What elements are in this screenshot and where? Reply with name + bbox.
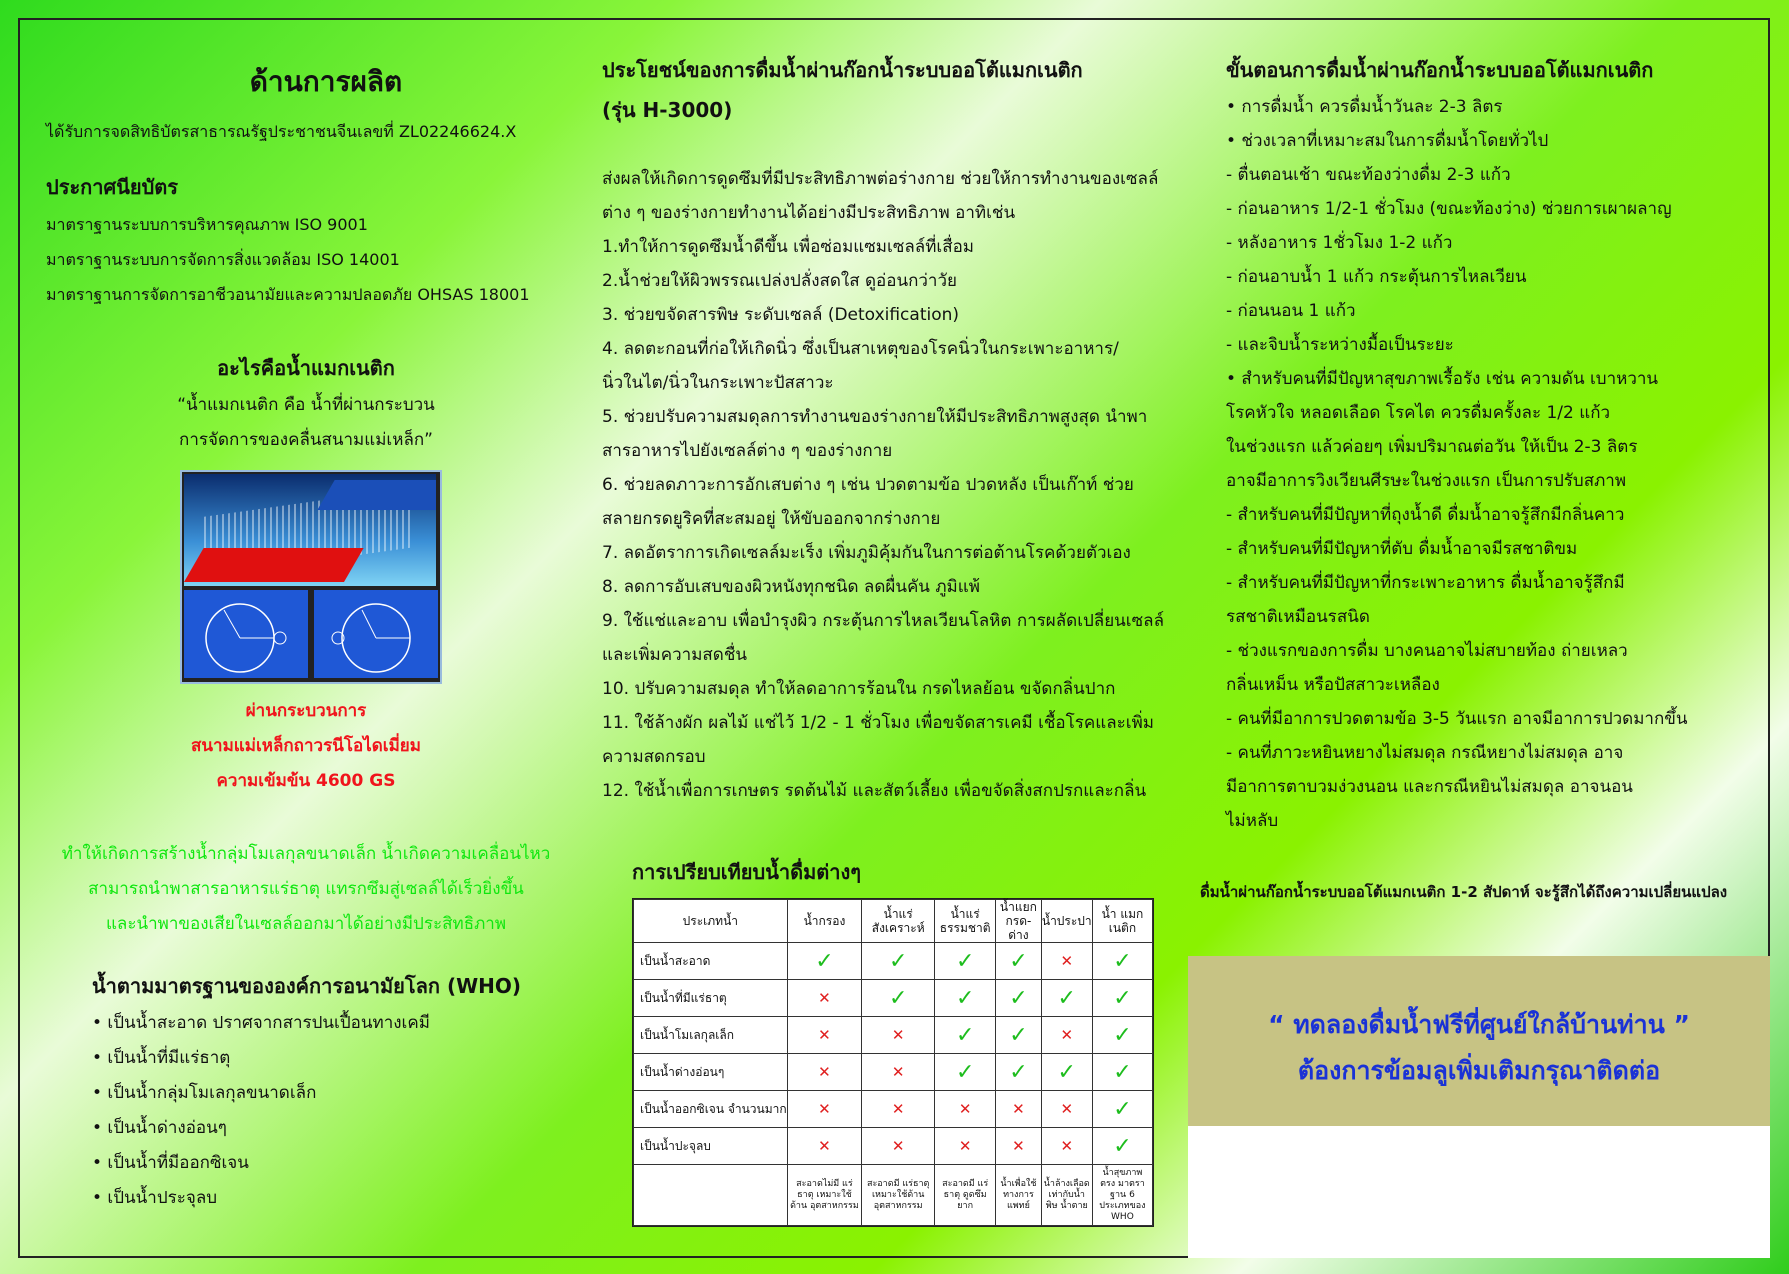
cross-icon: ✕ [891, 1026, 905, 1044]
middle-column [602, 54, 1202, 808]
cross-icon: ✕ [891, 1063, 905, 1081]
cross-icon: ✕ [958, 1100, 972, 1118]
step-line: มีอาการตาบวมง่วงนอน และกรณีหยินไม่สมดุล อาจนอน [1226, 777, 1633, 797]
benefit-line: 4. ลดตะกอนที่ก่อให้เกิดนิ่ว ซึ่งเป็นสาเหตุของโรคนิ่วในกระเพาะอาหาร/ [602, 339, 1119, 359]
left-column [46, 60, 606, 1216]
patent-text: ได้รับการจดสิทธิบัตรสาธารณรัฐประชาชนจีนเลขที่ ZL02246624.X [46, 122, 517, 141]
check-icon: ✓ [955, 1022, 975, 1048]
cert-item: มาตราฐานการจัดการอาชีวอนามัยและความปลอดภัย OHSAS 18001 [46, 285, 530, 304]
table-row [634, 1091, 1153, 1128]
benefit-line: 11. ใช้ล้างผัก ผลไม้ แช่ไว้ 1/2 - 1 ชั่วโมง เพื่อขจัดสารเคมี เชื้อโรคและเพิ่ม [602, 713, 1154, 733]
table-footer-note: น้ำล้างเลือด เท่ากับน้ำพิษ น้ำตาย [1041, 1165, 1092, 1226]
step-line: - ก่อนอาบน้ำ 1 แก้ว กระตุ้นการไหลเวียน [1226, 267, 1527, 287]
comparison-table [632, 898, 1154, 1227]
benefit-line: 2.น้ำช่วยให้ผิวพรรณเปล่งปลั่งสดใส ดูอ่อนกว่าวัย [602, 271, 957, 291]
cert-item: มาตราฐานระบบการจัดการสิ่งแวดล้อม ISO 14001 [46, 250, 400, 269]
row-label: เป็นน้ำโมเลกุลเล็ก [634, 1017, 788, 1054]
check-icon: ✓ [955, 985, 975, 1011]
step-line: กลิ่นเหม็น หรือปัสสาวะเหลือง [1226, 675, 1440, 695]
step-line: โรคหัวใจ หลอดเลือด โรคไต ควรดื่มครั้งละ 1/2 แก้ว [1226, 403, 1611, 423]
check-icon: ✓ [1057, 1059, 1076, 1085]
check-icon: ✓ [1009, 1022, 1028, 1048]
table-header: น้ำกรอง [787, 900, 862, 943]
who-item: • เป็นน้ำที่มีแร่ธาตุ [92, 1048, 231, 1068]
cross-icon: ✕ [818, 1137, 831, 1155]
cross-icon: ✕ [891, 1137, 905, 1155]
who-item: • เป็นน้ำกลุ่มโมเลกุลขนาดเล็ก [92, 1083, 317, 1103]
check-icon: ✓ [1009, 948, 1028, 974]
table-header: น้ำ แมกเนติก [1092, 900, 1152, 943]
table-row [634, 1017, 1153, 1054]
benefit-line: และเพิ่มความสดชื่น [602, 645, 747, 665]
benefits-title: ประโยชน์ของการดื่มน้ำผ่านก๊อกน้ำระบบออโต้แมกเนติก [602, 58, 1083, 82]
benefit-line: 12. ใช้น้ำเพื่อการเกษตร รดต้นไม้ และสัตว์เลี้ยง เพื่อขจัดสิ่งสกปรกและกลิ่น [602, 781, 1147, 801]
table-header: น้ำแร่ ธรรมชาติ [935, 900, 996, 943]
benefit-line: 10. ปรับความสมดุล ทำให้ลดอาการร้อนใน กรดไหลย้อน ขจัดกลิ่นปาก [602, 679, 1116, 699]
check-icon: ✓ [1113, 1022, 1132, 1048]
cross-icon: ✕ [818, 1026, 831, 1044]
cross-icon: ✕ [818, 989, 831, 1007]
who-item: • เป็นน้ำด่างอ่อนๆ [92, 1118, 227, 1138]
benefit-green-line: สามารถนำพาสารอาหารแร่ธาตุ แทรกซึมสู่เซลล์ได้เร็วยิ่งขึ้น [88, 879, 524, 899]
table-footer-note: สะอาดไม่มี แร่ธาตุ เหมาะใช้ด้าน อุตสาหกรรม [787, 1165, 862, 1226]
production-title: ด้านการผลิต [249, 65, 403, 98]
promo-box [1188, 956, 1770, 1126]
table-row [634, 943, 1153, 980]
benefits-list [602, 162, 1202, 808]
who-title: น้ำตามมาตรฐานขององค์การอนามัยโลก (WHO) [92, 974, 522, 998]
check-icon: ✓ [1113, 985, 1132, 1011]
step-line: • การดื่มน้ำ ควรดื่มน้ำวันละ 2-3 ลิตร [1226, 97, 1503, 117]
benefit-line: สารอาหารไปยังเซลล์ต่าง ๆ ของร่างกาย [602, 441, 893, 461]
check-icon: ✓ [1057, 985, 1076, 1011]
process-line: ผ่านกระบวนการ [245, 701, 367, 721]
step-line: - และจิบน้ำระหว่างมื้อเป็นระยะ [1226, 335, 1454, 355]
process-line: สนามแม่เหล็กถาวรนีโอไดเมี่ยม [191, 736, 421, 756]
who-item: • เป็นน้ำประจุลบ [92, 1188, 218, 1208]
drinking-steps-list [1226, 90, 1766, 838]
benefit-line: 8. ลดการอับเสบของผิวหนังทุกชนิด ลดผื่นคัน ภูมิแพ้ [602, 577, 980, 597]
step-line: - คนที่มีอาการปวดตามข้อ 3-5 วันแรก อาจมีอาการปวดมากขึ้น [1226, 709, 1688, 729]
magnetic-water-title: อะไรคือน้ำแมกเนติก [217, 356, 395, 380]
check-icon: ✓ [888, 985, 908, 1011]
table-header: น้ำประปา [1041, 900, 1092, 943]
row-label: เป็นน้ำสะอาด [634, 943, 788, 980]
who-item: • เป็นน้ำสะอาด ปราศจากสารปนเปื้อนทางเคมี [92, 1013, 430, 1033]
table-row [634, 980, 1153, 1017]
step-line: - สำหรับคนที่มีปัญหาที่ถุงน้ำดี ดื่มน้ำอาจรู้สึกมีกลิ่นคาว [1226, 505, 1625, 525]
check-icon: ✓ [1113, 1096, 1132, 1122]
table-row [634, 1054, 1153, 1091]
row-label: เป็นน้ำที่มีแร่ธาตุ [634, 980, 788, 1017]
benefit-line: 5. ช่วยปรับความสมดุลการทำงานของร่างกายให้มีประสิทธิภาพสูงสุด นำพา [602, 407, 1148, 427]
step-line: - สำหรับคนที่มีปัญหาที่กระเพาะอาหาร ดื่มน้ำอาจรู้สึกมี [1226, 573, 1625, 593]
step-line: - คนที่ภาวะหยินหยางไม่สมดุล กรณีหยางไม่สมดุล อาจ [1226, 743, 1624, 763]
table-header: ประเภทน้ำ [634, 900, 788, 943]
result-note: ดื่มน้ำผ่านก๊อกน้ำระบบออโต้แมกเนติก 1-2 สัปดาห์ จะรู้สึกได้ถึงความเปลี่ยนแปลง [1200, 883, 1728, 901]
step-line: • ช่วงเวลาที่เหมาะสมในการดื่มน้ำโดยทั่วไป [1226, 131, 1549, 151]
definition-line: “น้ำแมกเนติก คือ น้ำที่ผ่านกระบวน [177, 395, 435, 415]
table-header: น้ำแยก กรด-ด่าง [996, 900, 1042, 943]
step-line: - หลังอาหาร 1ชั่วโมง 1-2 แก้ว [1226, 233, 1453, 253]
step-line: ในช่วงแรก แล้วค่อยๆ เพิ่มปริมาณต่อวัน ให้เป็น 2-3 ลิตร [1226, 437, 1638, 457]
cross-icon: ✕ [1012, 1100, 1025, 1118]
check-icon: ✓ [815, 948, 834, 974]
check-icon: ✓ [1113, 1059, 1132, 1085]
check-icon: ✓ [1113, 948, 1132, 974]
step-line: - ตื่นตอนเช้า ขณะท้องว่างดื่ม 2-3 แก้ว [1226, 165, 1511, 185]
field-diagram [184, 590, 308, 678]
right-column [1200, 54, 1766, 904]
table-header: น้ำแร่ สังเคราะห์ [862, 900, 935, 943]
check-icon: ✓ [1113, 1133, 1132, 1159]
process-line: ความเข้มข้น 4600 GS [216, 771, 396, 791]
check-icon: ✓ [955, 948, 975, 974]
cross-icon: ✕ [1060, 1026, 1074, 1044]
benefit-line: ต่าง ๆ ของร่างกายทำงานได้อย่างมีประสิทธิภาพ อาทิเช่น [602, 203, 1016, 223]
check-icon: ✓ [1009, 1059, 1028, 1085]
comparison-title: การเปรียบเทียบน้ำดื่มต่างๆ [632, 860, 862, 884]
table-footer-note: สะอาดมี แร่ธาตุ เหมาะใช้ด้าน อุตสาหกรรม [862, 1165, 935, 1226]
table-footer-note: น้ำสุขภาพ ตรง มาตราฐาน 6 ประเภทของ WHO [1092, 1165, 1152, 1226]
step-line: - สำหรับคนที่มีปัญหาที่ตับ ดื่มน้ำอาจมีรสชาติขม [1226, 539, 1578, 559]
benefit-line: 6. ช่วยลดภาวะการอักเสบต่าง ๆ เช่น ปวดตามข้อ ปวดหลัง เป็นเก๊าท์ ช่วย [602, 475, 1134, 495]
promo-headline: “ ทดลองดื่มน้ำฟรีที่ศูนย์ใกล้บ้านท่าน ” [1268, 1010, 1690, 1039]
benefit-line: นิ่วในไต/นิ่วในกระเพาะปัสสาวะ [602, 373, 834, 393]
drinking-steps-title: ขั้นตอนการดื่มน้ำผ่านก๊อกน้ำระบบออโต้แมกเนติก [1226, 58, 1654, 82]
table-row [634, 1128, 1153, 1165]
check-icon: ✓ [955, 1059, 975, 1085]
cross-icon: ✕ [1060, 952, 1074, 970]
cross-icon: ✕ [891, 1100, 905, 1118]
cross-icon: ✕ [818, 1100, 831, 1118]
cross-icon: ✕ [818, 1063, 831, 1081]
step-line: • สำหรับคนที่มีปัญหาสุขภาพเรื้อรัง เช่น ความดัน เบาหวาน [1226, 369, 1659, 389]
row-label: เป็นน้ำปะจุลบ [634, 1128, 788, 1165]
benefit-line: 9. ใช้แช่และอาบ เพื่อบำรุงผิว กระตุ้นการไหลเวียนโลหิต การผลัดเปลี่ยนเซลล์ [602, 611, 1164, 631]
cert-item: มาตราฐานระบบการบริหารคุณภาพ ISO 9001 [46, 215, 368, 234]
table-footer-note: น้ำเพื่อใช้ ทางการแพทย์ [996, 1165, 1042, 1226]
step-line: อาจมีอาการวิงเวียนศีรษะในช่วงแรก เป็นการปรับสภาพ [1226, 471, 1627, 491]
magnet-image [184, 474, 436, 586]
table-footer-row [634, 1165, 1153, 1226]
row-label: เป็นน้ำด่างอ่อนๆ [634, 1054, 788, 1091]
cross-icon: ✕ [1060, 1137, 1074, 1155]
table-footer-note: สะอาดมี แร่ธาตุ ดูดซึมยาก [935, 1165, 996, 1226]
field-diagram [314, 590, 438, 678]
definition-line: การจัดการของคลื่นสนามแม่เหล็ก” [179, 430, 433, 450]
step-line: ไม่หลับ [1226, 811, 1279, 831]
benefit-green-line: ทำให้เกิดการสร้างน้ำกลุ่มโมเลกุลขนาดเล็ก น้ำเกิดความเคลื่อนไหว [61, 844, 551, 864]
contact-area [1188, 1126, 1770, 1258]
step-line: รสชาติเหมือนรสนิด [1226, 607, 1370, 627]
benefit-line: 1.ทำให้การดูดซึมน้ำดีขึ้น เพื่อซ่อมแซมเซลล์ที่เสื่อม [602, 237, 974, 257]
benefit-line: สลายกรดยูริคที่สะสมอยู่ ให้ขับออกจากร่างกาย [602, 509, 941, 529]
step-line: - ก่อนนอน 1 แก้ว [1226, 301, 1356, 321]
cross-icon: ✕ [1060, 1100, 1074, 1118]
promo-contact: ต้องการข้อมลูเพิ่มเติมกรุณาติดต่อ [1297, 1056, 1661, 1085]
benefit-line: ความสดกรอบ [602, 747, 706, 767]
check-icon: ✓ [1009, 985, 1028, 1011]
model-label: (รุ่น H-3000) [602, 98, 733, 122]
benefit-line: 7. ลดอัตราการเกิดเซลล์มะเร็ง เพิ่มภูมิคุ้มกันในการต่อต้านโรคด้วยตัวเอง [602, 543, 1131, 563]
benefit-green-line: และนำพาของเสียในเซลล์ออกมาได้อย่างมีประสิทธิภาพ [105, 914, 507, 934]
cross-icon: ✕ [958, 1137, 972, 1155]
benefit-line: 3. ช่วยขจัดสารพิษ ระดับเซลล์ (Detoxification) [602, 305, 960, 325]
benefit-line: ส่งผลให้เกิดการดูดซึมที่มีประสิทธิภาพต่อร่างกาย ช่วยให้การทำงานของเซลล์ [602, 169, 1159, 189]
cross-icon: ✕ [1012, 1137, 1025, 1155]
magnetic-field-illustration [180, 470, 442, 684]
who-item: • เป็นน้ำที่มีออกซิเจน [92, 1153, 249, 1173]
row-label: เป็นน้ำออกซิเจน จำนวนมาก [634, 1091, 788, 1128]
step-line: - ช่วงแรกของการดื่ม บางคนอาจไม่สบายท้อง ถ่ายเหลว [1226, 641, 1628, 661]
certificate-title: ประกาศนียบัตร [46, 175, 179, 199]
step-line: - ก่อนอาหาร 1/2-1 ชั่วโมง (ขณะท้องว่าง) ช่วยการเผาผลาญ [1226, 199, 1672, 219]
check-icon: ✓ [888, 948, 908, 974]
